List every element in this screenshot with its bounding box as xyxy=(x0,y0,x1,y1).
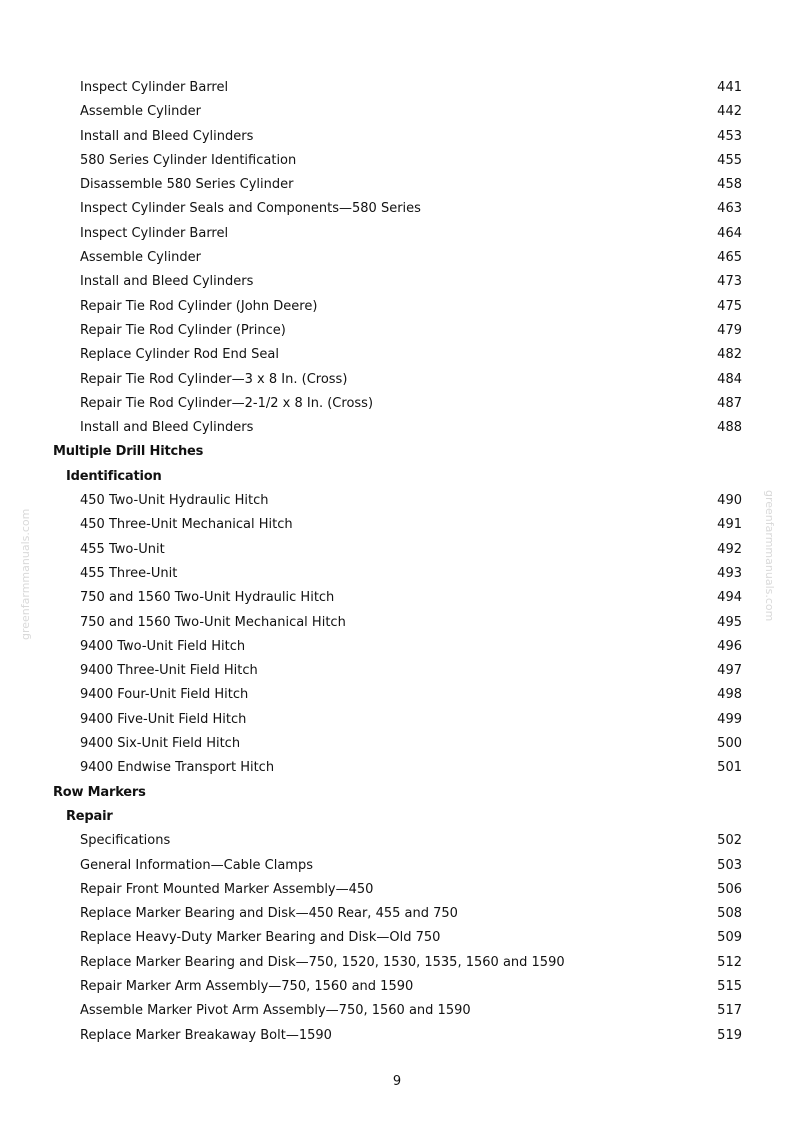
toc-entry-title: 9400 Six-Unit Field Hitch xyxy=(80,736,241,752)
toc-entry[interactable] xyxy=(0,270,794,294)
toc-entry-page: 512 xyxy=(717,954,742,970)
toc-entry-title: Repair Tie Rod Cylinder—3 x 8 In. (Cross) xyxy=(80,371,348,387)
toc-entry-title: Replace Heavy-Duty Marker Bearing and Disk—Old 750 xyxy=(80,930,441,946)
toc-entry-page: 496 xyxy=(717,638,742,654)
toc-entry[interactable] xyxy=(0,76,794,100)
toc-entry-title: Assemble Cylinder xyxy=(80,250,201,266)
toc-entry[interactable] xyxy=(0,975,794,999)
toc-entry-title: Install and Bleed Cylinders xyxy=(80,420,254,436)
toc-subsection-heading xyxy=(0,805,794,829)
toc-entry[interactable] xyxy=(0,100,794,124)
watermark-right: greenfarmmanuals.com xyxy=(763,490,776,622)
toc-entry-page: 441 xyxy=(717,80,742,95)
toc-entry-title: Replace Marker Bearing and Disk—450 Rear, 455 and 750 xyxy=(80,906,458,922)
toc-entry-title: Repair Tie Rod Cylinder (John Deere) xyxy=(80,298,318,314)
toc-entry-title: Assemble Cylinder xyxy=(80,104,201,120)
toc-entry-title: Specifications xyxy=(80,833,171,849)
toc-entry-page: 503 xyxy=(717,857,742,873)
toc-entry[interactable] xyxy=(0,902,794,926)
toc-entry-title: 580 Series Cylinder Identification xyxy=(80,152,297,168)
toc-entry-title: 450 Two-Unit Hydraulic Hitch xyxy=(80,493,269,509)
toc-entry[interactable] xyxy=(0,489,794,513)
toc-entry-title: Row Markers xyxy=(53,784,146,800)
toc-entry-title: Repair Marker Arm Assembly—750, 1560 and 1590 xyxy=(80,978,414,994)
toc-entry-page: 508 xyxy=(717,906,742,922)
toc-entry-page: 500 xyxy=(717,736,742,752)
toc-entry-title: 750 and 1560 Two-Unit Mechanical Hitch xyxy=(80,614,346,630)
toc-entry[interactable] xyxy=(0,513,794,537)
toc-entry-page: 475 xyxy=(717,298,742,314)
toc-entry[interactable] xyxy=(0,999,794,1023)
toc-entry-page: 501 xyxy=(717,760,742,776)
toc-entry-title: Repair Tie Rod Cylinder (Prince) xyxy=(80,322,286,338)
toc-entry[interactable] xyxy=(0,197,794,221)
toc-entry[interactable] xyxy=(0,611,794,635)
toc-entry[interactable] xyxy=(0,732,794,756)
toc-entry-page: 482 xyxy=(717,347,742,363)
toc-entry-title: 455 Two-Unit xyxy=(80,541,165,557)
toc-entry-title: Inspect Cylinder Barrel xyxy=(80,80,229,95)
toc-entry[interactable] xyxy=(0,222,794,246)
toc-entry-title: 9400 Five-Unit Field Hitch xyxy=(80,711,247,727)
toc-entry-title: Multiple Drill Hitches xyxy=(53,444,204,460)
toc-entry-title: Replace Cylinder Rod End Seal xyxy=(80,347,279,363)
toc-entry-page: 464 xyxy=(717,225,742,241)
watermark-left: greenfarmmanuals.com xyxy=(19,508,32,640)
toc-entry-page: 515 xyxy=(717,978,742,994)
toc-entry-page: 484 xyxy=(717,371,742,387)
toc-entry-page: 458 xyxy=(717,177,742,193)
toc-entry-title: Assemble Marker Pivot Arm Assembly—750, 1560 and 1590 xyxy=(80,1003,471,1019)
toc-entry[interactable] xyxy=(0,562,794,586)
toc-entry-title: Install and Bleed Cylinders xyxy=(80,128,254,144)
toc-entry-title: Replace Marker Bearing and Disk—750, 1520, 1530, 1535, 1560 and 1590 xyxy=(80,954,565,970)
toc-entry[interactable] xyxy=(0,343,794,367)
toc-section-heading xyxy=(0,440,794,464)
toc-entry-page: 473 xyxy=(717,274,742,290)
toc-entry[interactable] xyxy=(0,635,794,659)
toc-entry[interactable] xyxy=(0,125,794,149)
toc-entry-page: 453 xyxy=(717,128,742,144)
toc-entry-title: Inspect Cylinder Barrel xyxy=(80,225,229,241)
toc-entry-page: 491 xyxy=(717,517,742,533)
toc-entry[interactable] xyxy=(0,392,794,416)
toc-entry-title: Repair Front Mounted Marker Assembly—450 xyxy=(80,881,374,897)
toc-entry-title: 9400 Two-Unit Field Hitch xyxy=(80,638,246,654)
toc-entry-page: 488 xyxy=(717,420,742,436)
toc-entry-page: 493 xyxy=(717,565,742,581)
toc-entry[interactable] xyxy=(0,756,794,780)
toc-entry[interactable] xyxy=(0,246,794,270)
toc-entry-title: Repair xyxy=(66,808,113,824)
toc-entry[interactable] xyxy=(0,659,794,683)
toc-entry-page: 506 xyxy=(717,881,742,897)
toc-entry-title: General Information—Cable Clamps xyxy=(80,857,313,873)
toc-entry[interactable] xyxy=(0,149,794,173)
toc-entry[interactable] xyxy=(0,319,794,343)
toc-entry-page: 517 xyxy=(717,1003,742,1019)
toc-entry[interactable] xyxy=(0,368,794,392)
toc-entry-page: 487 xyxy=(717,395,742,411)
toc-entry-title: 450 Three-Unit Mechanical Hitch xyxy=(80,517,293,533)
toc-entry[interactable] xyxy=(0,829,794,853)
toc-entry-page: 519 xyxy=(717,1027,742,1043)
toc-entry-title: 9400 Endwise Transport Hitch xyxy=(80,760,275,776)
toc-entry-page: 479 xyxy=(717,322,742,338)
toc-entry-page: 499 xyxy=(717,711,742,727)
toc-subsection-heading xyxy=(0,465,794,489)
toc-entry-page: 497 xyxy=(717,663,742,679)
toc-section-heading xyxy=(0,781,794,805)
toc-entry[interactable] xyxy=(0,1024,794,1048)
toc-entry[interactable] xyxy=(0,854,794,878)
toc-entry-title: Repair Tie Rod Cylinder—2-1/2 x 8 In. (Cross) xyxy=(80,395,374,411)
toc-entry-page: 498 xyxy=(717,687,742,703)
toc-entry-page: 442 xyxy=(717,104,742,120)
toc-entry-title: 9400 Four-Unit Field Hitch xyxy=(80,687,249,703)
toc-entry-title: 455 Three-Unit xyxy=(80,565,178,581)
toc-entry[interactable] xyxy=(0,173,794,197)
toc-entry-page: 494 xyxy=(717,590,742,606)
toc-entry-page: 492 xyxy=(717,541,742,557)
toc-entry-title: 9400 Three-Unit Field Hitch xyxy=(80,663,258,679)
toc-entry[interactable] xyxy=(0,951,794,975)
page-number: 9 xyxy=(392,1074,402,1089)
toc-entry-page: 463 xyxy=(717,201,742,217)
toc-entry-title: Disassemble 580 Series Cylinder xyxy=(80,177,294,193)
toc-entry-page: 502 xyxy=(717,833,742,849)
toc-entry-title: Install and Bleed Cylinders xyxy=(80,274,254,290)
toc-entry[interactable] xyxy=(0,708,794,732)
toc-entry-title: Inspect Cylinder Seals and Components—580 Series xyxy=(80,201,421,217)
toc-entry[interactable] xyxy=(0,683,794,707)
toc-entry[interactable] xyxy=(0,295,794,319)
toc-entry-page: 490 xyxy=(717,493,742,509)
toc-entry-title: Replace Marker Breakaway Bolt—1590 xyxy=(80,1027,332,1043)
toc-entry[interactable] xyxy=(0,416,794,440)
toc-entry[interactable] xyxy=(0,878,794,902)
table-of-contents xyxy=(0,76,794,1048)
toc-entry-page: 509 xyxy=(717,930,742,946)
toc-entry-page: 455 xyxy=(717,152,742,168)
toc-entry-page: 495 xyxy=(717,614,742,630)
toc-entry-page: 465 xyxy=(717,250,742,266)
toc-entry[interactable] xyxy=(0,926,794,950)
toc-entry[interactable] xyxy=(0,586,794,610)
toc-entry-title: Identification xyxy=(66,468,162,484)
toc-entry-title: 750 and 1560 Two-Unit Hydraulic Hitch xyxy=(80,590,335,606)
toc-entry[interactable] xyxy=(0,538,794,562)
